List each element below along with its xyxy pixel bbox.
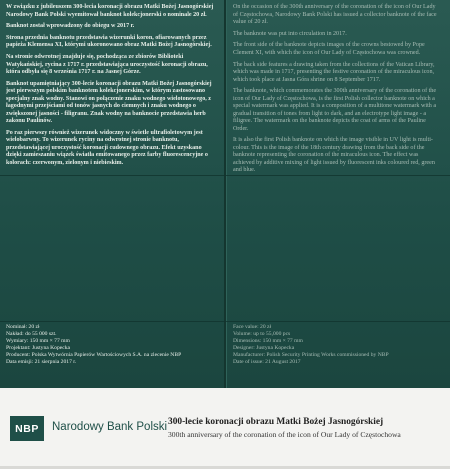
folder-footer [0,388,450,469]
title-english: 300th anniversary of the coronation of the icon of Our Lady of Częstochowa [168,430,401,439]
detail-line: Wymiary: 150 mm × 77 mm [6,338,70,344]
nbp-logo [10,416,44,441]
paragraph-en: The back side features a drawing taken from the collections of the Vatican Library, which was made in 1717, presenting the festive coronation of the miraculous icon, which took place at Jasna Góra shrine on 8 September 1717. [233,61,435,83]
paragraph-pl: Banknot został wprowadzony do obiegu w 2017 r. [6,23,135,30]
paragraph-en: It is also the first Polish banknote on which the image visible in UV light is multi-colour. This is the image of the 18th century drawing from the back side of the banknote representing the coronation of the miraculous icon. The effect was achieved by additive mixing of light issued by fluorescent inks coloured red, green and blue. [233,137,435,174]
panel-crease [0,321,450,322]
detail-line: Date of issue: 21 August 2017 [233,359,301,365]
detail-line: Designer: Justyna Kopecka [233,345,295,351]
detail-line: Producent: Polska Wytwórnia Papierów Wartościowych S.A. na zlecenie NBP [6,352,182,358]
paragraph-pl: W związku z jubileuszem 300-lecia koronacji obrazu Matki Bożej Jasnogórskiej Narodowy Bank Polski wyemitował banknot kolekcjonerski o nominale 20 zł. [6,4,214,18]
detail-line: Data emisji: 21 sierpnia 2017 r. [6,359,77,365]
bank-name: Narodowy Bank Polski [52,421,168,433]
banknote-details-pl [6,324,181,366]
paragraph-en: The banknote, which commemorates the 300th anniversary of the coronation of the icon of Our Lady of Częstochowa, is the first Polish collector banknote on which a special watermark was applied. It is a composition of a multitone watermark with a gradual transition of tones from light to dark, and an electrotype light image - a filigree. The watermark on the banknote depicts the coat of arms of the Pauline Order. [233,88,437,132]
paragraph-pl: Po raz pierwszy również wizerunek widoczny w świetle ultrafioletowym jest wielobarwny. To wizerunek ryciny na odwrotnej stronie banknotu, przedstawiającej uroczystość koronacji cudownego obrazu. Efekt uzyskano dzięki zamieszaniu wiązek światła emitowanego przez farby fluorescencyjne o kolorach: czerwonym, zielonym i niebieskim. [6,129,208,166]
paragraph-en: The front side of the banknote depicts images of the crowns bestowed by Pope Clement XI, with which the icon of Our Lady of Częstochowa was crowned. [233,42,425,56]
paragraph-en: On the occasion of the 300th anniversary of the coronation of the icon of Our Lady of Częstochowa, Narodowy Bank Polski has issued a collector banknote of the face value of 20 zł. [233,4,437,25]
detail-line: Volume: up to 55,000 pcs [233,331,291,337]
paragraph-en: The banknote was put into circulation in 2017. [233,30,347,37]
polish-text-column [6,4,214,172]
paragraph-pl: Na stronie odwrotnej znajduje się, pochodząca ze zbiorów Biblioteki Watykańskiej, rycina z 1717 r. przedstawiająca uroczystość koronacji obrazu, która odbyła się 8 września 1717 r. na Jasnej Górze. [6,54,208,76]
logo-text: NBP [15,422,39,435]
detail-line: Dimensions: 150 mm × 77 mm [233,338,303,344]
detail-line: Nominał: 20 zł [6,324,40,330]
title-polish: 300-lecie koronacji obrazu Matki Bożej Jasnogórskiej [168,417,384,427]
english-text-column [233,4,441,179]
fold-line [224,0,226,388]
detail-line: Manufacturer: Polish Security Printing Works commissioned by NBP [233,352,389,358]
detail-line: Projektant: Justyna Kopecka [6,345,71,351]
detail-line: Nakład: do 55 000 szt. [6,331,57,337]
banknote-details-en [233,324,389,366]
paragraph-pl: Strona przednia banknotu przedstawia wizerunki koron, ofiarowanych przez papieża Klemensa XI, którymi ukoronowano obraz Matki Bożej Jasnogórskiej. [6,34,212,49]
paragraph-pl: Banknot upamiętniający 300-lecie koronacji obrazu Matki Bożej Jasnogórskiej jest pierwszym polskim banknotem kolekcjonerskim, w którym zastosowano specjalny znak wodny. Stanowi on połączenie znaku wodnego wielotonowego, z łagodnymi przejściami od tonów jasnych do ciemnych i znaku wodnego o zwiększonej jasności - filigranu. Znak wodny na banknocie przedstawia herb zakonu Paulinów. [6,80,212,125]
detail-line: Face value: 20 zł [233,324,272,330]
